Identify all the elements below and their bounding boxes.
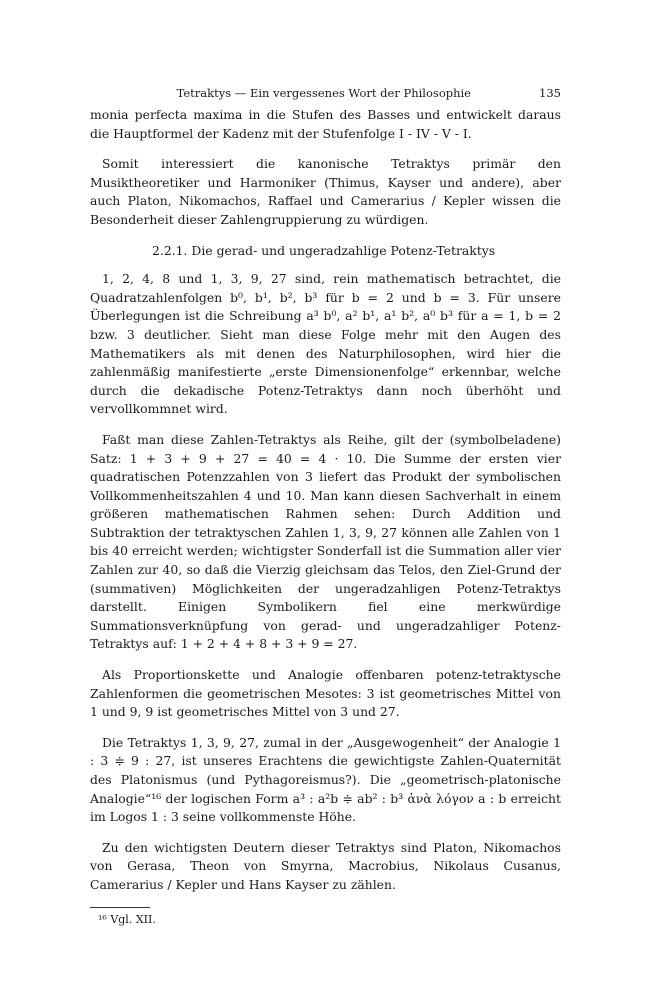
- footnote-rule: [90, 907, 150, 908]
- paragraph-3: 1, 2, 4, 8 und 1, 3, 9, 27 sind, rein mathematisch betrachtet, die Quadratzahlenfolgen b⁰, b¹, b², b³ für b = 2 und b = 3. Für unsere Überlegungen ist die Schreibung a³ b⁰, a² b¹, a¹ b², a⁰ b³ für a = 1, b = 2 bzw. 3 deutlicher. Sieht man diese Folge mehr mit den Augen des Mathematikers als mit denen des Naturphilosophen, wird hier die zahlenmäßig manifestierte „erste Dimensionenfolge“ erkennbar, welche durch die dekadische Potenz-Tetraktys dann noch überhöht und vervollkommnet wird.: [90, 271, 561, 417]
- running-title: Tetraktys — Ein vergessenes Wort der Philosophie: [176, 86, 471, 100]
- book-page: [90, 86, 561, 928]
- page-number: 135: [539, 86, 561, 100]
- running-header: [90, 86, 561, 106]
- paragraph-1: monia perfecta maxima in die Stufen des Basses und entwickelt daraus die Hauptformel der Kadenz mit der Stufenfolge I - IV - V - I.: [90, 107, 561, 141]
- footnote: ¹⁶ Vgl. XII.: [98, 912, 156, 926]
- section-heading: 2.2.1. Die gerad- und ungeradzahlige Potenz-Tetraktys: [152, 242, 496, 258]
- paragraph-7: Zu den wichtigsten Deutern dieser Tetraktys sind Platon, Nikomachos von Gerasa, Theon von Smyrna, Macrobius, Nikolaus Cusanus, Camerarius / Kepler und Hans Kayser zu zählen.: [90, 839, 561, 892]
- paragraph-4: Faßt man diese Zahlen-Tetraktys als Reihe, gilt der (symbolbeladene) Satz: 1 + 3 + 9 + 27 = 40 = 4 · 10. Die Summe der ersten vier quadratischen Potenzzahlen von 3 liefert das Produkt der symbolischen Vollkommenheitszahlen 4 und 10. Man kann diesen Sachverhalt in einem größeren mathematischen Rahmen sehen: Durch Addition und Subtraktion der tetraktyschen Zahlen 1, 3, 9, 27 können alle Zahlen von 1 bis 40 erreicht werden; wichtigster Sonderfall ist die Summation aller vier Zahlen zur 40, so daß die Vierzig gleichsam das Telos, den Ziel-Grund der (summativen) Möglichkeiten der ungeradzahligen Potenz-Tetraktys darstellt. Einigen Symbolikern fiel eine merkwürdige Summationsverknüpfung von gerad- und ungeradzahliger Potenz-Tetraktys auf: 1 + 2 + 4 + 8 + 3 + 9 = 27.: [90, 431, 561, 652]
- paragraph-2: Somit interessiert die kanonische Tetraktys primär den Musiktheoretiker und Harmoniker (Thimus, Kayser und andere), aber auch Platon, Nikomachos, Raffael und Camerarius / Kepler wissen die Besonderheit dieser Zahlengruppierung zu würdigen.: [90, 156, 561, 227]
- paragraph-5: Als Proportionskette und Analogie offenbaren potenz-tetraktysche Zahlenformen die geometrischen Mesotes: 3 ist geometrisches Mittel von 1 und 9, 9 ist geometrisches Mittel von 3 und 27.: [90, 667, 561, 720]
- paragraph-6: Die Tetraktys 1, 3, 9, 27, zumal in der „Ausgewogenheit“ der Analogie 1 : 3 ≑ 9 : 27, ist unseres Erachtens die gewichtigste Zahlen-Quaternität des Platonismus (und Pythagoreismus?). Die „geometrisch-platonische Analogie“¹⁶ der logischen Form a³ : a²b ≑ ab² : b³ ἀνὰ λόγον a : b erreicht im Logos 1 : 3 seine vollkommenste Höhe.: [90, 734, 561, 825]
